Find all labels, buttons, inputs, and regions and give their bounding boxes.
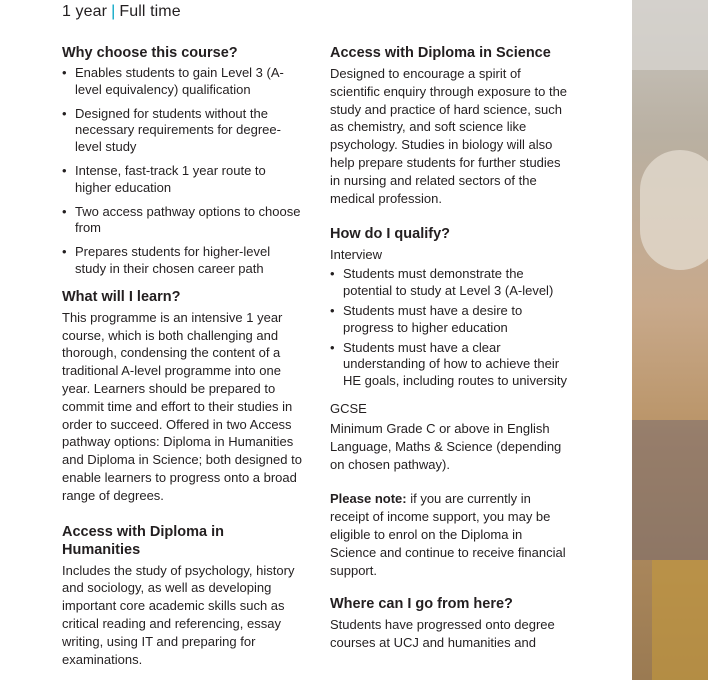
list-item: • Students must have a desire to progress to higher education: [330, 303, 570, 337]
why-section: [62, 44, 302, 278]
list-item: • Students must have a clear understanding of how to achieve their HE goals, including routes to university: [330, 340, 570, 390]
student-photo: [632, 0, 708, 680]
gcse-label: GCSE: [330, 400, 367, 416]
science-body: Designed to encourage a spirit of scientific enquiry through exposure to the study and practice of hard science, such as chemistry, and soft science like psychology. Studies in biology will also help prepare students for further studies in nursing and related sectors of the medical profession.: [330, 66, 568, 206]
right-column: [330, 44, 570, 652]
list-item: • Designed for students without the necessary requirements for degree-level study: [62, 106, 302, 156]
course-duration: 1 year: [62, 3, 108, 20]
list-item: • Intense, fast-track 1 year route to higher education: [62, 163, 302, 197]
next-heading: Where can I go from here?: [330, 596, 513, 613]
gcse-body: Minimum Grade C or above in English Language, Maths & Science (depending on chosen pathway).: [330, 420, 562, 472]
course-meta: [62, 3, 181, 21]
interview-label: Interview: [330, 247, 383, 263]
note-label: Please note:: [330, 491, 407, 507]
next-body: Students have progressed onto degree courses at UCJ and humanities and: [330, 617, 555, 651]
humanities-section: [62, 523, 302, 669]
list-item: • Two access pathway options to choose from: [62, 204, 302, 238]
science-section: [330, 44, 570, 207]
list-item: • Students must demonstrate the potential to study at Level 3 (A-level): [330, 266, 570, 300]
learn-section: [62, 288, 302, 505]
list-item: • Enables students to gain Level 3 (A-level equivalency) qualification: [62, 65, 302, 99]
why-list: [62, 65, 302, 278]
note-section: [330, 490, 570, 579]
left-column: [62, 44, 302, 668]
learn-heading: What will I learn?: [62, 288, 181, 305]
next-section: [330, 595, 570, 652]
humanities-body: Includes the study of psychology, history and sociology, as well as developing important core academic skills such as critical reading and referencing, essay writing, using IT and preparing for examinations.: [62, 562, 295, 667]
qualify-heading: How do I qualify?: [330, 226, 451, 243]
qualify-list: [330, 266, 570, 390]
qualify-section: [330, 225, 570, 473]
science-heading: Access with Diploma in Science: [330, 45, 551, 61]
why-heading: Why choose this course?: [62, 45, 238, 61]
humanities-heading: Access with Diploma in Humanities: [62, 523, 224, 558]
meta-divider: |: [111, 3, 116, 20]
note-text: [330, 490, 570, 579]
note-body: if you are currently in receipt of income support, you may be eligible to enrol on the Diploma in Science and continue to receive financial support.: [330, 491, 566, 578]
course-mode: Full time: [119, 3, 181, 20]
learn-body: This programme is an intensive 1 year course, which is both challenging and thorough, condensing the content of a traditional A-level programme into one year. Learners should be prepared to commit time and effort to their studies in order to succeed. Offered in two Access pathway options: Diploma in Humanities and Diploma in Science; both designed to enable learners to progress onto a broad range of degrees.: [62, 309, 302, 503]
list-item: • Prepares students for higher-level study in their chosen career path: [62, 244, 302, 278]
